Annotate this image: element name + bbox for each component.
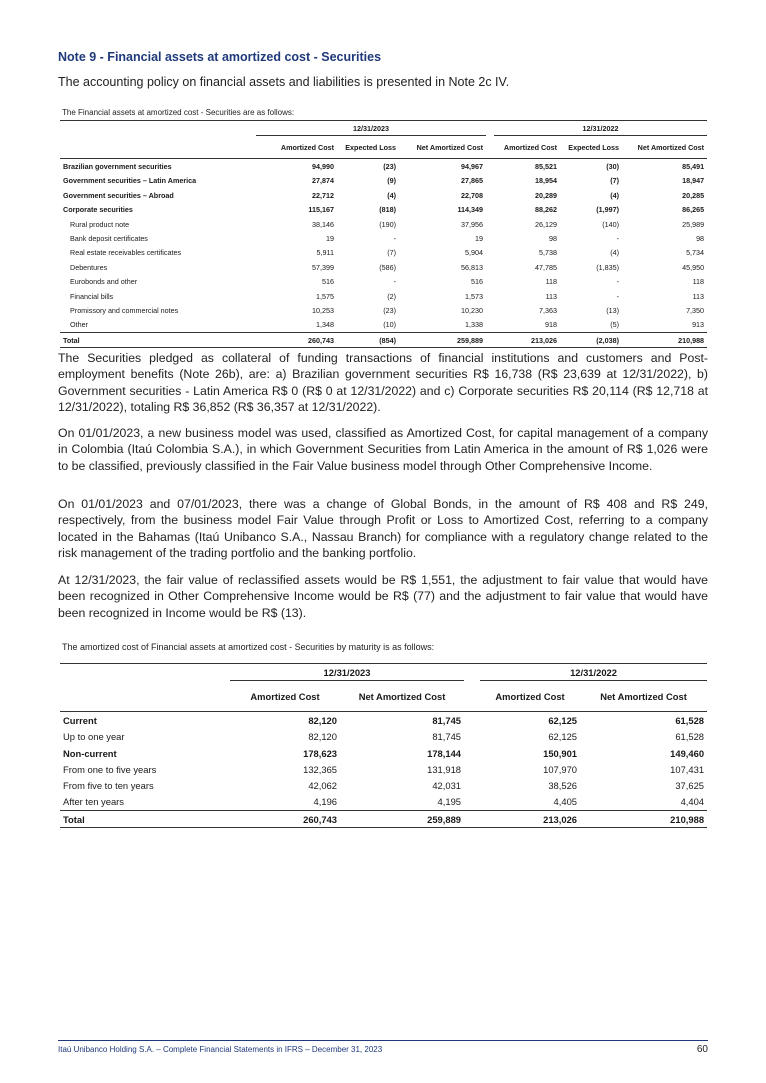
cell: 61,528: [580, 712, 707, 729]
cell: 88,262: [535, 205, 558, 215]
column-header: Expected Loss: [345, 142, 396, 152]
row-label: Real estate receivables certificates: [70, 248, 182, 258]
row-label: From five to ten years: [63, 780, 154, 792]
cell: (10): [383, 320, 396, 330]
cell: 1,338: [465, 320, 484, 330]
row-label: Financial bills: [70, 291, 114, 301]
cell: (140): [602, 219, 620, 229]
cell: 7,350: [686, 305, 705, 315]
table-row: [60, 231, 707, 245]
table-row: [60, 729, 707, 745]
cell: (23): [337, 159, 399, 174]
cell: 38,146: [312, 219, 334, 229]
cell: 132,365: [303, 763, 337, 775]
column-header: Net Amortized Cost: [600, 690, 687, 702]
table-row: [60, 303, 707, 317]
row-label: Total: [60, 811, 230, 828]
cell: (586): [379, 262, 396, 272]
table-row: [60, 712, 707, 729]
cell: 213,026: [480, 811, 580, 828]
cell: 37,625: [675, 780, 705, 792]
column-header: Net Amortized Cost: [416, 142, 484, 152]
cell: (4): [610, 248, 620, 258]
table1-caption: The Financial assets at amortized cost - Securities are as follows:: [62, 108, 295, 117]
cell: 62,125: [480, 712, 580, 729]
table2-caption: The amortized cost of Financial assets at amortized cost - Securities by maturity is as follows:: [62, 642, 435, 652]
cell: 516: [471, 277, 484, 287]
cell: 213,026: [494, 333, 560, 348]
column-header: Amortized Cost: [495, 690, 565, 702]
table-row: [60, 203, 707, 217]
column-header: Amortized Cost: [280, 142, 334, 152]
cell: (7): [610, 176, 620, 186]
cell: 113: [545, 291, 558, 301]
cell: 260,743: [256, 333, 337, 348]
cell: 42,031: [432, 780, 462, 792]
cell: 19: [475, 234, 484, 244]
table-row: [60, 246, 707, 260]
cell: 82,120: [308, 731, 337, 743]
securities-table: [60, 120, 707, 348]
cell: 57,399: [312, 262, 334, 272]
cell: 62,125: [548, 731, 578, 743]
row-label: Up to one year: [63, 731, 125, 743]
cell: (1,835): [596, 262, 620, 272]
cell: 1,348: [316, 320, 334, 330]
cell: 22,708: [461, 190, 484, 200]
cell: 37,956: [461, 219, 484, 229]
cell: -: [616, 234, 620, 244]
cell: 19: [326, 234, 334, 244]
cell: (13): [606, 305, 620, 315]
cell: 25,989: [682, 219, 705, 229]
column-header: Amortized Cost: [250, 690, 320, 702]
column-header: Amortized Cost: [503, 142, 558, 152]
cell: 85,521: [494, 159, 560, 174]
cell: 259,889: [399, 333, 486, 348]
cell: 150,901: [543, 747, 578, 759]
cell: (2,038): [560, 333, 622, 348]
cell: 94,967: [399, 159, 486, 174]
table-row: [60, 174, 707, 188]
cell: 42,062: [308, 780, 337, 792]
footer-divider: [58, 1040, 708, 1041]
total-row: [60, 811, 707, 828]
cell: 85,491: [622, 159, 707, 174]
cell: 45,950: [682, 262, 705, 272]
cell: 47,785: [535, 262, 558, 272]
cell: 918: [545, 320, 558, 330]
table-row: [60, 794, 707, 811]
cell: 118: [545, 277, 558, 287]
row-label: Other: [70, 320, 88, 330]
row-label: After ten years: [63, 796, 124, 808]
row-label: Total: [60, 333, 256, 348]
row-label: Eurobonds and other: [70, 277, 138, 287]
cell: 18,947: [682, 176, 705, 186]
cell: 149,460: [670, 747, 705, 759]
row-label: Debentures: [70, 262, 108, 272]
cell: 913: [692, 320, 705, 330]
cell: (23): [383, 305, 396, 315]
cell: 20,285: [682, 190, 705, 200]
cell: (1,997): [596, 205, 620, 215]
column-header: Expected Loss: [568, 142, 620, 152]
cell: 107,970: [543, 763, 578, 775]
table-row: [60, 188, 707, 202]
cell: (4): [387, 190, 396, 200]
cell: 26,129: [535, 219, 558, 229]
cell: 27,865: [461, 176, 484, 186]
page-number: 60: [696, 1044, 708, 1055]
cell: 1,573: [465, 291, 484, 301]
business-model-paragraph: On 01/01/2023, a new business model was used, classified as Amortized Cost, for capital management of a company in Colombia (Itaú Colombia S.A.), in which Government Securities from Latin America in the amount of R$ 1,026 were to be classified, previously classified in the Fair Value business model through Other Comprehensive Income.: [58, 426, 708, 473]
cell: 210,988: [622, 333, 707, 348]
cell: 210,988: [580, 811, 707, 828]
cell: 82,120: [230, 712, 340, 729]
cell: -: [393, 277, 396, 287]
cell: 61,528: [675, 731, 705, 743]
footer-text: Itaú Unibanco Holding S.A. – Complete Financial Statements in IFRS – December 31, 2023: [58, 1045, 383, 1054]
fair-value-paragraph: At 12/31/2023, the fair value of reclassified assets would be R$ 1,551, the adjustment to fair value that would have been recognized in Other Comprehensive Income would be R$ (77) and the adjustment to fair value that would have been recognized in Income would be R$ (13).: [58, 573, 708, 620]
cell: (2): [387, 291, 396, 301]
cell: 113: [692, 291, 705, 301]
cell: -: [393, 234, 396, 244]
cell: (9): [387, 176, 396, 186]
table-row: [60, 275, 707, 289]
table-row: [60, 289, 707, 303]
cell: -: [616, 291, 620, 301]
cell: 5,738: [539, 248, 558, 258]
cell: 5,904: [465, 248, 484, 258]
row-label: Government securities – Latin America: [63, 176, 197, 186]
cell: 178,623: [303, 747, 337, 759]
cell: 20,289: [535, 190, 558, 200]
table-row: [60, 745, 707, 761]
cell: 4,404: [680, 796, 705, 808]
cell: (7): [387, 248, 396, 258]
cell: 98: [549, 234, 558, 244]
cell: 38,526: [548, 780, 578, 792]
table-row: [60, 159, 707, 174]
cell: 86,265: [682, 205, 705, 215]
cell: 56,813: [461, 262, 484, 272]
cell: 131,918: [427, 763, 462, 775]
cell: 4,196: [313, 796, 337, 808]
cell: 115,167: [308, 205, 334, 215]
table-row: [60, 318, 707, 333]
row-label: Brazilian government securities: [60, 159, 256, 174]
cell: 22,712: [312, 190, 334, 200]
column-header: Net Amortized Cost: [358, 690, 446, 702]
cell: 260,743: [230, 811, 340, 828]
cell: 4,195: [437, 796, 462, 808]
cell: 118: [692, 277, 705, 287]
table-row: [60, 217, 707, 231]
table2-period-2022: 12/31/2022: [480, 664, 707, 681]
row-label: Promissory and commercial notes: [70, 305, 179, 315]
collateral-paragraph: The Securities pledged as collateral of funding transactions of financial institutions and customers and Post-employment benefits (Note 26b), are: a) Brazilian government securities R$ 16,738 (R$ 23,639 at 12/31/2022), b) Government securities - Latin America R$ 0 (R$ 0 at 12/31/2022) and c) Corporate securities R$ 20,114 (R$ 12,718 at 12/31/2022), totaling R$ 36,852 (R$ 36,357 at 12/31/2022).: [58, 351, 708, 415]
cell: 98: [696, 234, 705, 244]
cell: 4,405: [553, 796, 578, 808]
cell: -: [616, 277, 620, 287]
table-row: [60, 260, 707, 274]
policy-reference: The accounting policy on financial assets and liabilities is presented in Note 2c IV.: [58, 75, 510, 89]
maturity-table: [60, 663, 707, 828]
cell: (818): [379, 205, 396, 215]
row-label: Corporate securities: [63, 205, 133, 215]
cell: (190): [379, 219, 396, 229]
cell: (4): [610, 190, 620, 200]
table2-period-2023: 12/31/2023: [230, 664, 464, 681]
cell: 107,431: [670, 763, 705, 775]
row-label: Rural product note: [70, 219, 130, 229]
cell: 5,734: [686, 248, 705, 258]
row-label: Government securities – Abroad: [63, 190, 174, 200]
cell: (5): [610, 320, 620, 330]
cell: 1,575: [316, 291, 334, 301]
cell: 7,363: [539, 305, 558, 315]
cell: 81,745: [340, 712, 464, 729]
global-bonds-paragraph: On 01/01/2023 and 07/01/2023, there was a change of Global Bonds, in the amount of R$ 408 and R$ 249, respectively, from the business model Fair Value through Profit or Loss to Amortized Cost, referring to a company located in the Bahamas (Itaú Unibanco S.A., Nassau Branch) for compliance with a regulatory change related to the risk management of the trading portfolio and the banking portfolio.: [58, 497, 708, 561]
row-label: Non-current: [63, 747, 117, 759]
cell: 27,874: [312, 176, 334, 186]
row-label: Bank deposit certificates: [70, 234, 148, 244]
cell: 94,990: [256, 159, 337, 174]
cell: (854): [337, 333, 399, 348]
table-row: [60, 761, 707, 777]
total-row: [60, 333, 707, 348]
row-label: Current: [60, 712, 230, 729]
cell: 81,745: [432, 731, 462, 743]
cell: 5,911: [316, 248, 334, 258]
cell: 18,954: [535, 176, 558, 186]
table1-period-2023: 12/31/2023: [256, 121, 486, 136]
cell: 10,253: [312, 305, 334, 315]
cell: 516: [322, 277, 334, 287]
cell: 178,144: [427, 747, 462, 759]
table-row: [60, 777, 707, 793]
row-label: From one to five years: [63, 763, 157, 775]
cell: 259,889: [340, 811, 464, 828]
table1-period-2022: 12/31/2022: [494, 121, 707, 136]
column-header: Net Amortized Cost: [637, 142, 705, 152]
cell: 10,230: [461, 305, 484, 315]
cell: 114,349: [457, 205, 484, 215]
cell: (30): [560, 159, 622, 174]
note-title: Note 9 - Financial assets at amortized cost - Securities: [58, 50, 382, 64]
